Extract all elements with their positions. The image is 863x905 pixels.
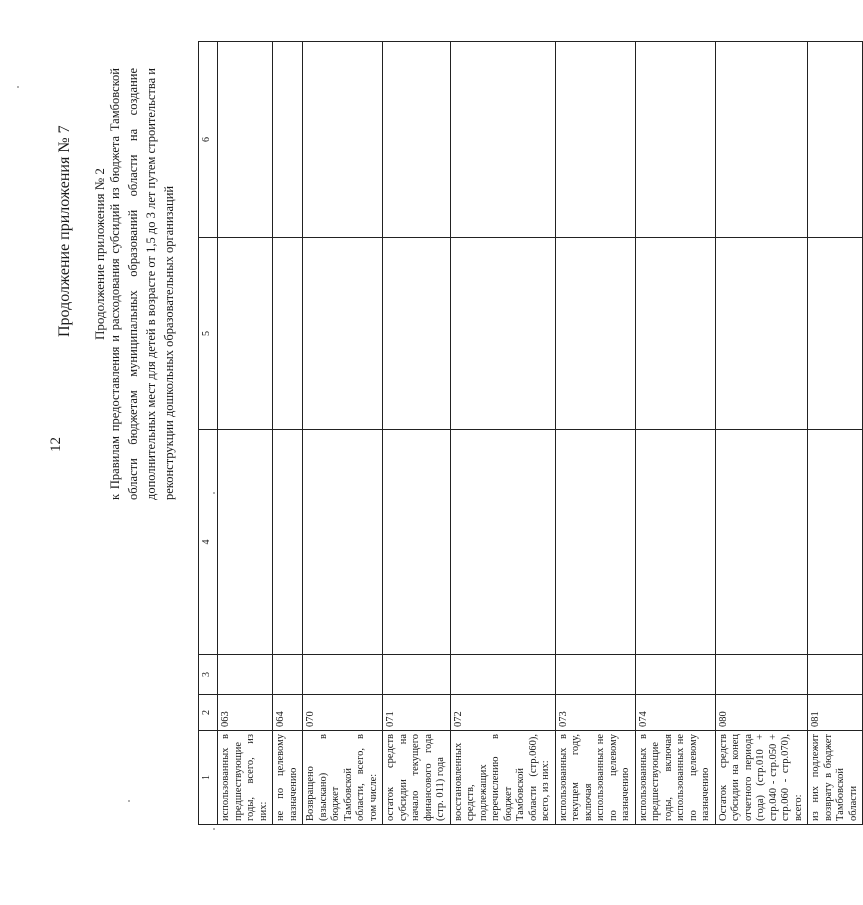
table-row (383, 42, 451, 825)
empty-cell (303, 430, 383, 655)
table-header-row (199, 42, 218, 825)
header-cell: 5 (199, 238, 218, 430)
row-code-cell: 064 (273, 695, 303, 731)
header-cell: 4 (199, 430, 218, 655)
empty-cell (218, 655, 273, 695)
row-name-cell: использованных в предшествующие годы, включая использованных не по целевому назначению (635, 731, 715, 825)
empty-cell (635, 42, 715, 238)
empty-cell (273, 430, 303, 655)
table-row (635, 42, 715, 825)
table-row (808, 42, 863, 825)
empty-cell (218, 430, 273, 655)
row-code-cell: 071 (383, 695, 451, 731)
empty-cell (808, 430, 863, 655)
empty-cell (303, 42, 383, 238)
empty-cell (555, 430, 635, 655)
row-code-cell: 070 (303, 695, 383, 731)
rules-description: к Правилам предоставления и расходования субсидий из бюджета Тамбовской области бюджетам муниципальных образований области на создание дополнительных мест для детей в возрасте от 1,5 до 3 лет путем строительства и реконструкции дошкольных образовательных организаций (108, 68, 176, 500)
row-code-cell: 081 (808, 695, 863, 731)
table-row (218, 42, 273, 825)
empty-cell (555, 238, 635, 430)
empty-cell (303, 238, 383, 430)
empty-cell (808, 42, 863, 238)
row-name-cell: остаток средств субсидии на начало текущего финансового года (стр. 011) года (383, 731, 451, 825)
row-name-cell: использованных в предшествующие годы, всего, из них: (218, 731, 273, 825)
empty-cell (450, 42, 555, 238)
empty-cell (715, 42, 808, 238)
empty-cell (808, 238, 863, 430)
row-name-cell: использованных в текущем году, включая использованных не по целевому назначению (555, 731, 635, 825)
empty-cell (555, 655, 635, 695)
empty-cell (383, 42, 451, 238)
row-name-cell: не по целевому назначению (273, 731, 303, 825)
table-row (303, 42, 383, 825)
empty-cell (450, 238, 555, 430)
report-table (198, 41, 863, 825)
header-cell: 2 (199, 695, 218, 731)
table-row (715, 42, 808, 825)
empty-cell (555, 42, 635, 238)
empty-cell (715, 655, 808, 695)
scan-speck (17, 86, 19, 88)
empty-cell (450, 655, 555, 695)
empty-cell (808, 655, 863, 695)
row-code-cell: 063 (218, 695, 273, 731)
appendix-subtitle: Продолжение приложения № 2 (92, 168, 107, 340)
scan-speck (128, 800, 130, 802)
empty-cell (218, 238, 273, 430)
empty-cell (450, 430, 555, 655)
row-name-cell: восстановленных средств, подлежащих перечислению в бюджет Тамбовской области (стр.060), всего, из них: (450, 731, 555, 825)
empty-cell (218, 42, 273, 238)
empty-cell (273, 655, 303, 695)
row-name-cell: из них подлежит возврату в бюджет Тамбовской области (808, 731, 863, 825)
row-code-cell: 072 (450, 695, 555, 731)
empty-cell (273, 238, 303, 430)
empty-cell (273, 42, 303, 238)
scan-speck (213, 492, 215, 494)
empty-cell (635, 655, 715, 695)
table-body (218, 42, 863, 825)
empty-cell (383, 238, 451, 430)
page-number: 12 (48, 437, 64, 452)
row-code-cell: 080 (715, 695, 808, 731)
empty-cell (635, 430, 715, 655)
appendix-title: Продолжение приложения № 7 (56, 125, 73, 337)
empty-cell (303, 655, 383, 695)
empty-cell (383, 655, 451, 695)
empty-cell (715, 238, 808, 430)
empty-cell (715, 430, 808, 655)
row-code-cell: 073 (555, 695, 635, 731)
header-cell: 1 (199, 731, 218, 825)
table-row (555, 42, 635, 825)
table-row (450, 42, 555, 825)
row-name-cell: Остаток средств субсидии на конец отчетного периода (года) (стр.010 + стр.040 - стр.050 + стр.060 - стр.070), всего: (715, 731, 808, 825)
empty-cell (635, 238, 715, 430)
header-cell: 3 (199, 655, 218, 695)
table-row (273, 42, 303, 825)
header-cell: 6 (199, 42, 218, 238)
row-name-cell: Возвращено (взыскано) в бюджет Тамбовской области, всего, в том числе: (303, 731, 383, 825)
empty-cell (383, 430, 451, 655)
row-code-cell: 074 (635, 695, 715, 731)
scan-speck (213, 828, 215, 830)
